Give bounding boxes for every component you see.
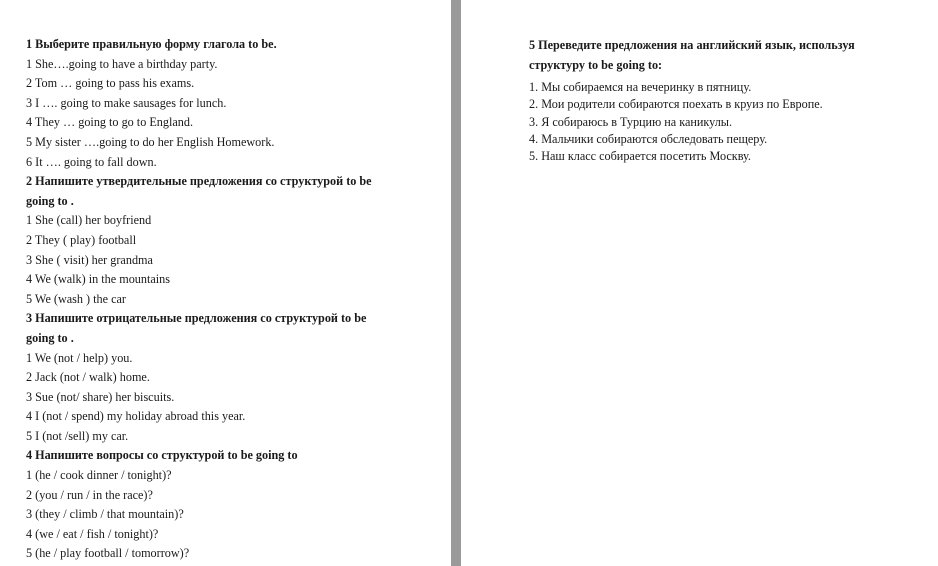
section5-item: 5. Наш класс собирается посетить Москву. [529,149,751,163]
section1-heading: 1 Выберите правильную форму глагола to be. [26,37,277,51]
section2-heading-line1: 2 Напишите утвердительные предложения со структурой to be [26,174,372,189]
left-column [26,35,436,564]
section2-heading-line2: going to . [26,193,74,208]
right-column [529,36,909,165]
page-divider [451,0,461,566]
section3-item: 1 We (not / help) you. [26,350,133,365]
section3-heading-line1: 3 Напишите отрицательные предложения со структурой to be [26,311,367,326]
section2-item: 1 She (call) her boyfriend [26,213,152,228]
section5-heading-line2: структуру to be going to: [529,57,663,72]
section2-item: 2 They ( play) football [26,232,137,247]
section1-item: 2 Tom … going to pass his exams. [26,76,195,91]
section5-heading-line1: 5 Переведите предложения на английский язык, используя [529,38,855,52]
section2-item: 5 We (wash ) the car [26,291,126,306]
section3-item: 3 Sue (not/ share) her biscuits. [26,389,175,404]
left-page [0,0,451,566]
section5-item: 2. Мои родители собираются поехать в круиз по Европе. [529,97,823,112]
section4-item: 1 (he / cook dinner / tonight)? [26,468,172,483]
section1-item: 6 It …. going to fall down. [26,154,157,169]
section4-item: 2 (you / run / in the race)? [26,487,153,502]
section2-item: 4 We (walk) in the mountains [26,272,170,287]
section1-item: 1 She….going to have a birthday party. [26,56,218,71]
section5-item: 1. Мы собираемся на вечеринку в пятницу. [529,80,752,95]
section4-item: 3 (they / climb / that mountain)? [26,507,184,522]
section4-heading: 4 Напишите вопросы со структурой to be going to [26,448,298,463]
section1-item: 5 My sister ….going to do her English Homework. [26,134,275,149]
section3-item: 4 I (not / spend) my holiday abroad this year. [26,409,246,424]
section1-item: 3 I …. going to make sausages for lunch. [26,95,227,110]
section4-item: 4 (we / eat / fish / tonight)? [26,526,159,541]
section5-item: 3. Я собираюсь в Турцию на каникулы. [529,114,733,129]
section3-item: 5 I (not /sell) my car. [26,428,129,443]
right-page [461,0,938,566]
section3-item: 2 Jack (not / walk) home. [26,370,150,385]
section2-item: 3 She ( visit) her grandma [26,252,153,267]
section3-heading-line2: going to . [26,330,74,345]
section5-item: 4. Мальчики собираются обследовать пещеру. [529,131,768,146]
section4-item: 5 (he / play football / tomorrow)? [26,546,190,561]
section1-item: 4 They … going to go to England. [26,115,194,130]
